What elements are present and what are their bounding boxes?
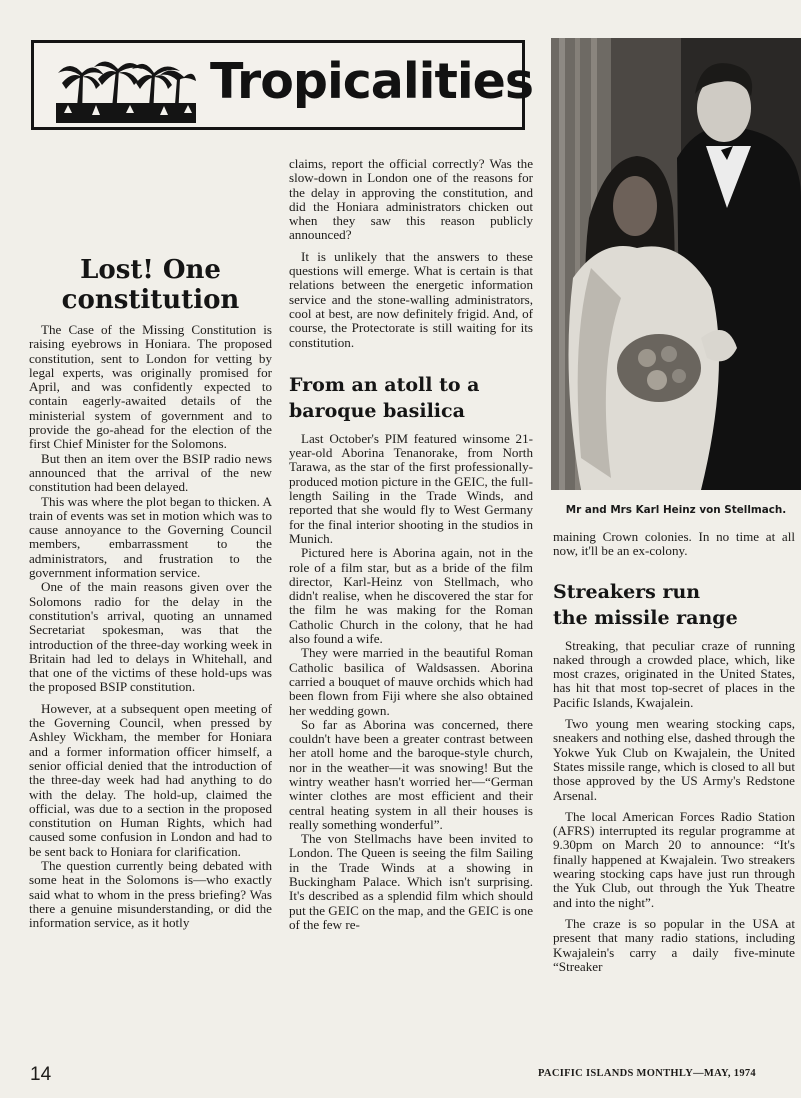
publication-footer: PACIFIC ISLANDS MONTHLY—MAY, 1974 <box>538 1068 756 1079</box>
column3 <box>553 530 795 974</box>
article3-headline-line2: the missile range <box>553 606 738 629</box>
paragraph: claims, report the official correctly? Was the slow-down in London one of the reasons for the delay in approving the constitution, and did the Honiara administrators chicken out when they saw this reason publicly announced? <box>289 156 533 243</box>
paragraph: Pictured here is Aborina again, not in the role of a film star, but as a bride of the film director, Karl-Heinz von Stellmach, who didn't realise, when he discovered the star for the film he was making for the Roman Catholic Church in the colony, that he had also found a wife. <box>289 545 533 647</box>
paragraph: But then an item over the BSIP radio news announced that the arrival of the new constitution had been delayed. <box>29 450 272 495</box>
paragraph: maining Crown colonies. In no time at all now, it'll be an ex-colony. <box>553 529 795 559</box>
paragraph: However, at a subsequent open meeting of the Governing Council, when pressed by Ashley Wickham, the member for Honiara and a former information officer himself, a senior official denied that the introduction of the three-day week had had anything to do with the delay. The hold-up, claimed the official, was due to a section in the proposed constitution on Human Rights, which had caused some confusion in London and had to be sent back to Honiara for clarification. <box>29 700 272 859</box>
paragraph: The question currently being debated with some heat in the Solomons is—who exactly said what to whom in the press briefing? Was there a genuine misunderstanding, or did the information service, as it hotly <box>29 857 272 931</box>
paragraph: Streaking, that peculiar craze of running naked through a crowded place, which, like most crazes, originated in the United States, has hit that most top-secret of places in the Pacific Islands, Kwajalein. <box>553 637 795 710</box>
photo-caption: Mr and Mrs Karl Heinz von Stellmach. <box>565 504 787 516</box>
article1-column1 <box>29 255 272 930</box>
paragraph: So far as Aborina was concerned, there couldn't have been a greater contrast between her atoll home and the baroque-style church, nor in the weather—it was snowing! But the wintry weather hasn't worried her—“German winter clothes are most efficient and their central heating system in all their houses is really something wonderful”. <box>289 716 533 832</box>
paragraph: It is unlikely that the answers to these questions will emerge. What is certain is that relations between the energetic information service and the stone-walling administrators, cool at best, are now definitely frigid. And, of course, the Protectorate is still waiting for its constitution. <box>289 248 533 350</box>
column2 <box>289 157 533 932</box>
paragraph: Last October's PIM featured winsome 21-year-old Aborina Tenanorake, from North Tarawa, as the star of the first professionally-produced motion picture in the GEIC, the full-length Sailing in the Trade Winds, and reported that she would fly to West Germany for the final interior shooting in the studios in Munich. <box>289 430 533 546</box>
paragraph: One of the main reasons given over the Solomons radio for the delay in the constitution's arrival, quoting an unnamed Secretariat spokesman, was that the introduction of the three-day working week in Britain had led to delays in Whitehall, and that one of the victims of these hold-ups was the proposed BSIP constitution. <box>29 579 272 695</box>
banner-title: Tropicalities <box>210 53 534 110</box>
article1-headline-line2: constitution <box>61 285 240 315</box>
palm-trees-icon <box>56 55 196 123</box>
paragraph: The craze is so popular in the USA at present that many radio stations, including Kwajalein's carry a daily five-minute “Streaker <box>553 915 795 974</box>
paragraph: They were married in the beautiful Roman Catholic basilica of Waldsassen. Aborina carried a bouquet of mauve orchids which had been flown from Fiji where she also obtained her wedding gown. <box>289 645 533 718</box>
article3-headline-line1: Streakers run <box>553 580 701 603</box>
article1-headline-line1: Lost! One <box>80 255 221 285</box>
paragraph: This was where the plot began to thicken. A train of events was set in motion which was to cause annoyance to the Governing Council members, embarrassment to the administrators, and frustration to the government information service. <box>29 493 272 581</box>
wedding-photo <box>551 38 801 490</box>
section-banner <box>31 40 534 130</box>
paragraph: The Case of the Missing Constitution is raising eyebrows in Honiara. The proposed constitution, sent to London for vetting by legal experts, was originally promised for April, and was confidently expected to contain eagerly-awaited details of the ministerial system of government and to provide the go-ahead for the election of the first Chief Minister for the Solomons. <box>29 322 272 452</box>
paragraph: Two young men wearing stocking caps, sneakers and nothing else, dashed through the Yokwe Yuk Club on Kwajalein, the United States missile range, which is closed to all but those approved by the US Army's Redstone Arsenal. <box>553 716 795 803</box>
article2-headline-line2: baroque basilica <box>289 399 465 422</box>
article2-headline-line1: From an atoll to a <box>289 373 480 396</box>
paragraph: The von Stellmachs have been invited to London. The Queen is seeing the film Sailing in the Trade Winds at a showing in Buckingham Palace. Which isn't surprising. It's described as a splendid film which should put the GEIC on the map, and the GEIC is one of the few re- <box>289 831 534 932</box>
paragraph: The local American Forces Radio Station (AFRS) interrupted its regular programme at 9.30pm on March 20 to announce: “It's finally happened at Kwajalein. Two streakers wearing stocking caps have just run through the Yuk Club, out through the Yuk Theatre and into the night”. <box>553 808 795 910</box>
page-number: 14 <box>30 1064 52 1085</box>
